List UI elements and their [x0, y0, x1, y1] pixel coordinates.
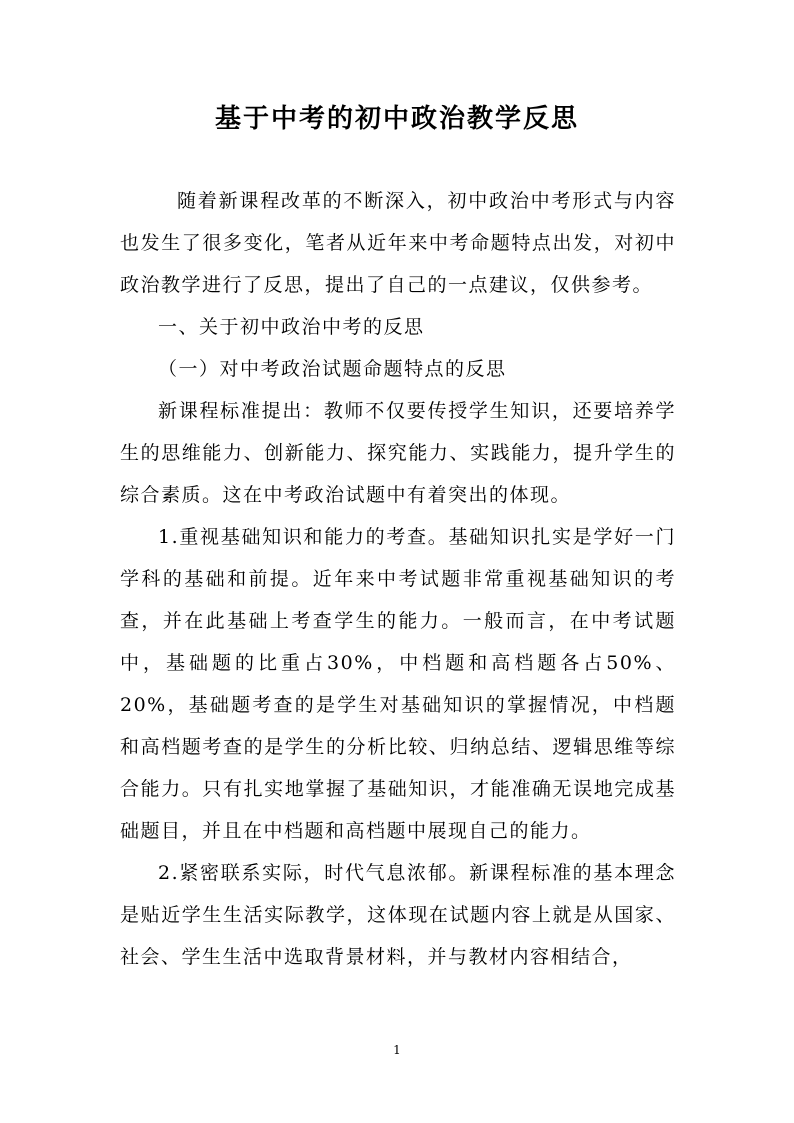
paragraph-point-2: 2.紧密联系实际，时代气息浓郁。新课程标准的基本理念是贴近学生生活实际教学，这体现在试题内容上就是从国家、社会、学生生活中选取背景材料，并与教材内容相结合， — [120, 862, 676, 968]
subsection-heading-1: （一）对中考政治试题命题特点的反思 — [158, 358, 507, 380]
paragraph-point-1: 1.重视基础知识和能力的考查。基础知识扎实是学好一门学科的基础和前提。近年来中考试题非常重视基础知识的考查，并在此基础上考查学生的能力。一般而言，在中考试题中，基础题的比重占30%，中档题和高档题各占50%、20%，基础题考查的是学生对基础知识的掌握情况，中档题和高档题考查的是学生的分析比较、归纳总结、逻辑思维等综合能力。只有扎实地掌握了基础知识，才能准确无误地完成基础题目，并且在中档题和高档题中展现自己的能力。 — [120, 526, 676, 842]
document-title: 基于中考的初中政治教学反思 — [214, 104, 579, 134]
paragraph-intro: 随着新课程改革的不断深入，初中政治中考形式与内容也发生了很多变化，笔者从近年来中考命题特点出发，对初中政治教学进行了反思，提出了自己的一点建议，仅供参考。 — [120, 190, 676, 296]
section-heading-1: 一、关于初中政治中考的反思 — [158, 316, 425, 338]
page-number: 1 — [393, 1043, 401, 1057]
document-body — [120, 180, 676, 978]
paragraph-curriculum-standard: 新课程标准提出：教师不仅要传授学生知识，还要培养学生的思维能力、创新能力、探究能力、实践能力，提升学生的综合素质。这在中考政治试题中有着突出的体现。 — [120, 400, 676, 506]
